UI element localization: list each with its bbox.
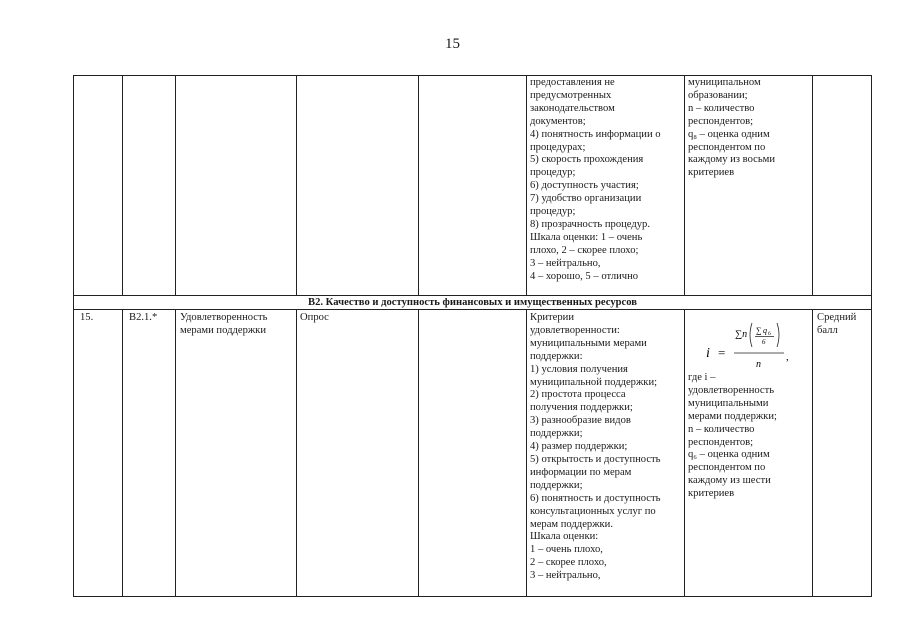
text-line: 3 – нейтрально, (530, 570, 601, 582)
col-border-2b (175, 309, 176, 597)
continued-formula-cell (688, 77, 775, 180)
text-line: удовлетворенность (688, 384, 775, 396)
text-line: респондентом по (688, 462, 766, 474)
formula-denominator: n (756, 359, 761, 370)
text-line: документов; (530, 115, 586, 127)
text-line: 6) понятность и доступность (530, 492, 661, 504)
formula-right-paren (777, 323, 779, 347)
text-line: муниципальными мерами (530, 337, 647, 349)
text-line: 6) доступность участия; (530, 180, 639, 192)
text-line: респондентом по (688, 141, 766, 153)
text-line: процедурах; (530, 141, 586, 153)
text-line: образовании; (688, 89, 748, 101)
col-border-8 (871, 75, 872, 597)
text-line: мерами поддержки (180, 324, 267, 336)
text-line: 1) условия получения (530, 363, 628, 375)
text-line: респондентов; (688, 436, 754, 448)
text-line: поддержки: (530, 350, 583, 362)
text-line: консультационных услуг по (530, 505, 656, 517)
text-line: информации по мерам (530, 466, 632, 478)
text-line: Средний (817, 312, 857, 323)
col-border-0 (73, 75, 74, 597)
formula-sum-q: ∑ (756, 326, 762, 335)
indicator-name (180, 312, 267, 338)
text-line: получения поддержки; (530, 402, 633, 414)
col-border-2 (175, 75, 176, 296)
text-line: где i – (688, 372, 716, 383)
col-border-6 (684, 75, 685, 296)
col-border-1 (122, 75, 123, 296)
text-line: муниципальными (688, 397, 769, 409)
text-line: законодательством (530, 102, 615, 114)
text-line: удовлетворенности: (530, 324, 620, 336)
col-border-4 (418, 75, 419, 296)
text-line: поддержки; (530, 479, 583, 491)
text-line: 5) скорость прохождения (530, 154, 644, 166)
continued-method-cell (530, 77, 661, 284)
text-line: плохо, 2 – скорее плохо; (530, 244, 639, 256)
text-line: 4) понятность информации о (530, 128, 661, 140)
text-line: q₆ – оценка одним (688, 449, 770, 461)
col-border-5b (526, 309, 527, 597)
text-line: поддержки; (530, 428, 583, 440)
formula-sum-n: ∑n (735, 329, 748, 340)
text-line: n – количество (688, 423, 755, 435)
text-line: Критерии (530, 312, 574, 323)
col-border-4b (418, 309, 419, 597)
text-line: Шкала оценки: (530, 531, 599, 543)
row-number: 15. (80, 312, 94, 323)
formula-q: q (763, 326, 767, 335)
unit-cell (817, 312, 856, 338)
col-border-7 (812, 75, 813, 296)
col-border-6b (684, 309, 685, 597)
text-line: n – количество (688, 102, 755, 114)
formula-q-denominator: 6 (762, 338, 766, 346)
formula-comma: , (786, 351, 789, 363)
text-line: 1 – очень плохо, (530, 544, 603, 556)
text-line: q₈ – оценка одним (688, 128, 770, 140)
text-line: 2 – скорее плохо, (530, 557, 607, 569)
page-number: 15 (445, 36, 460, 52)
indicator-code: В2.1.* (129, 312, 158, 323)
text-line: предоставления не (530, 77, 615, 88)
text-line: критериев (688, 488, 735, 500)
col-border-3b (296, 309, 297, 597)
formula-equals: = (718, 345, 726, 360)
table-top-border (73, 75, 872, 76)
text-line: муниципальной поддержки; (530, 376, 658, 388)
text-line: 3) разнообразие видов (530, 415, 631, 427)
method-cell (530, 312, 661, 583)
text-line: процедур; (530, 206, 576, 218)
text-line: 4) размер поддержки; (530, 441, 628, 453)
text-line: каждому из восьми (688, 154, 776, 166)
text-line: муниципальном (688, 77, 761, 88)
section-bottom-border (73, 309, 872, 310)
section-title: В2. Качество и доступность финансовых и имущественных ресурсов (308, 297, 637, 308)
col-border-1b (122, 309, 123, 597)
formula-lhs: i (706, 346, 710, 361)
text-line: мерам поддержки. (530, 518, 613, 530)
text-line: 2) простота процесса (530, 389, 626, 401)
text-line: Шкала оценки: 1 – очень (530, 231, 643, 243)
text-line: 7) удобство организации (530, 193, 642, 205)
satisfaction-formula (704, 320, 808, 372)
data-source: Опрос (300, 312, 329, 323)
text-line: 4 – хорошо, 5 – отлично (530, 270, 639, 282)
formula-explanation (688, 372, 777, 501)
text-line: 3 – нейтрально, (530, 257, 601, 269)
col-border-3 (296, 75, 297, 296)
section-top-border (73, 295, 872, 296)
text-line: балл (817, 324, 838, 336)
text-line: респондентов; (688, 115, 754, 127)
text-line: 5) открытость и доступность (530, 453, 661, 465)
text-line: критериев (688, 167, 735, 179)
formula-q-sub: 6 (768, 331, 771, 337)
text-line: предусмотренных (530, 89, 612, 101)
text-line: каждому из шести (688, 475, 771, 487)
formula-left-paren (750, 323, 752, 347)
col-border-5 (526, 75, 527, 296)
col-border-7b (812, 309, 813, 597)
text-line: Удовлетворенность (180, 312, 268, 323)
text-line: 8) прозрачность процедур. (530, 218, 650, 230)
table-bottom-border (73, 596, 872, 597)
text-line: мерами поддержки; (688, 410, 777, 422)
text-line: процедур; (530, 167, 576, 179)
